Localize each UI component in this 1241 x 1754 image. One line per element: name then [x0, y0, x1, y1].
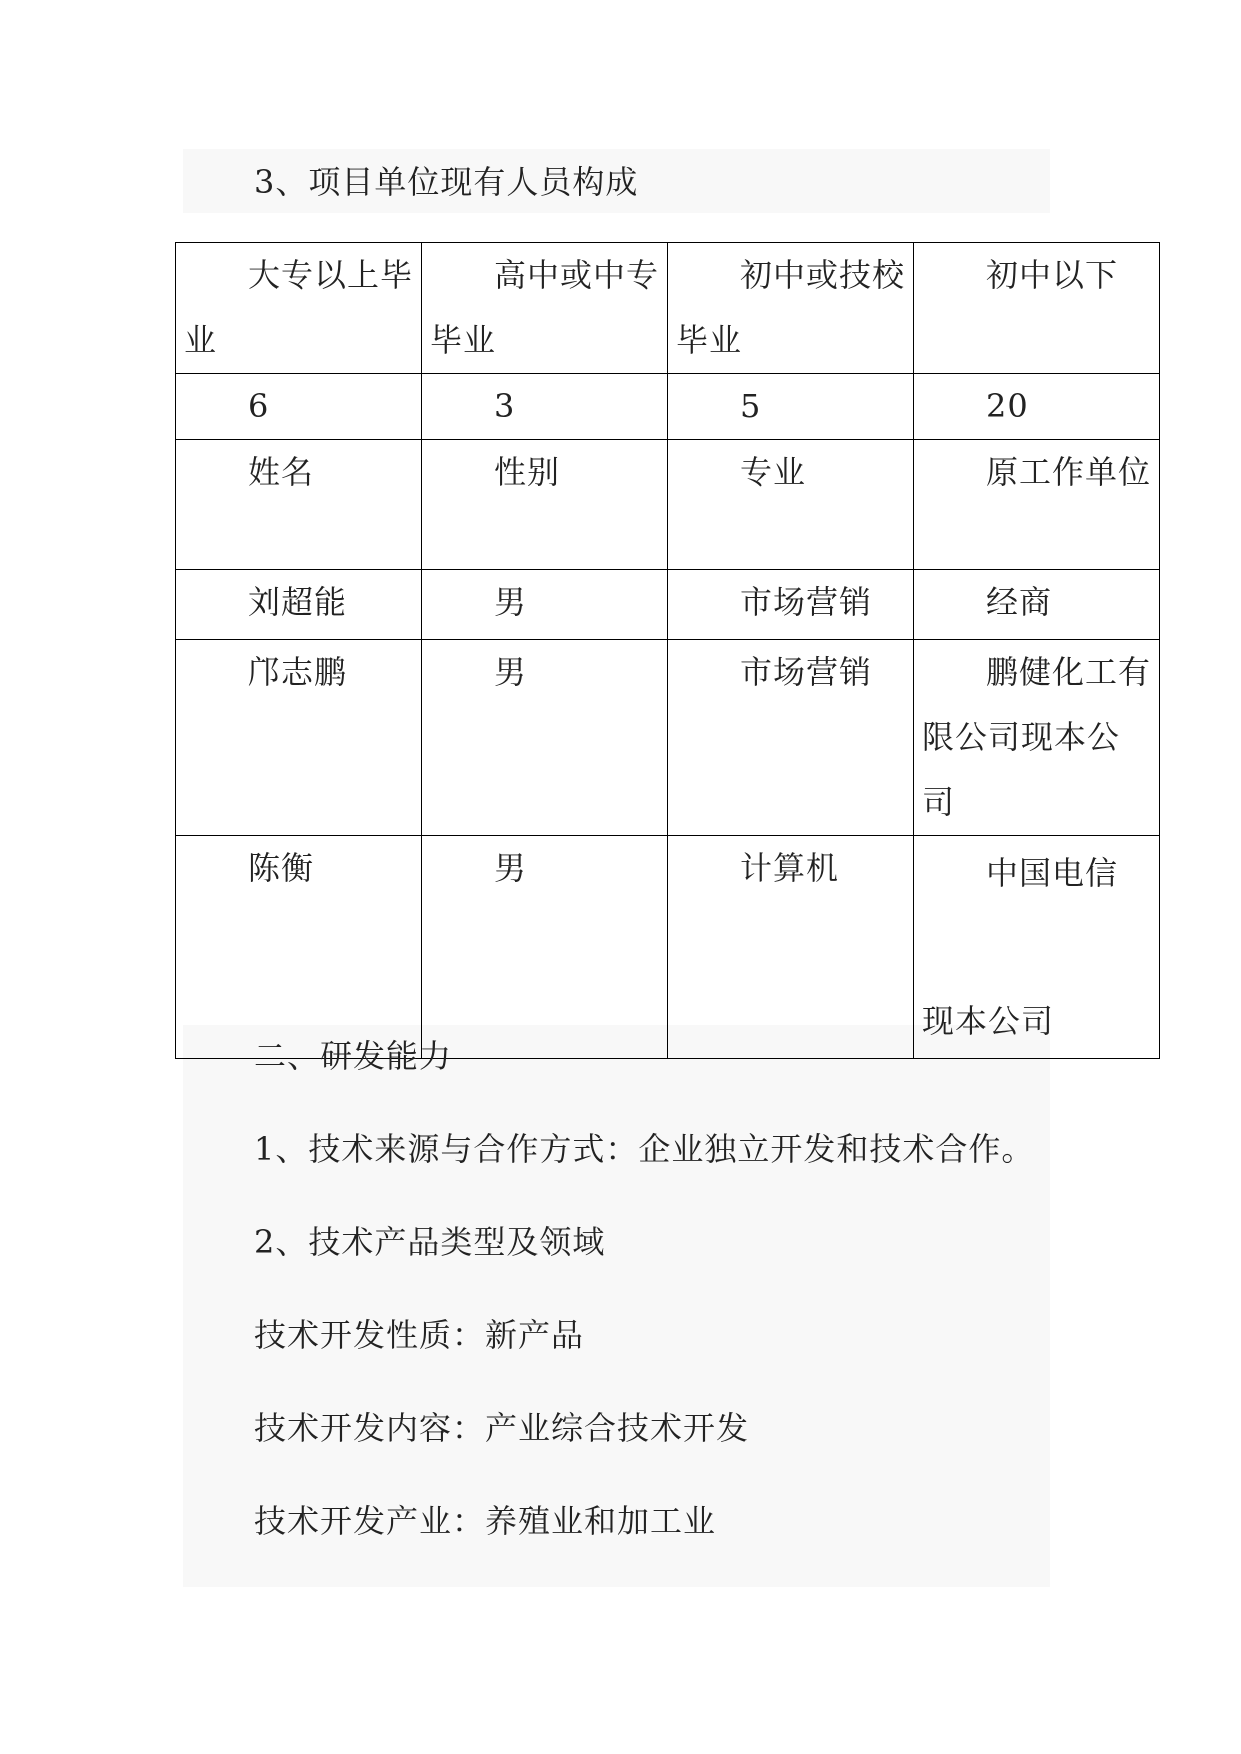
education-count-below-middle: 20	[986, 387, 1029, 425]
education-header-middleschool: 初中或技校毕业	[676, 256, 906, 359]
table-cell	[176, 640, 422, 836]
education-count-highschool: 3	[494, 387, 516, 425]
rd-item: 技术开发产业：养殖业和加工业	[254, 1502, 717, 1540]
staff-employer: 鹏健化工有限公司现本公司	[922, 653, 1152, 821]
rd-item: 技术开发性质：新产品	[254, 1316, 585, 1354]
table-cell	[668, 374, 914, 440]
table-cell	[422, 243, 668, 374]
table-cell	[422, 640, 668, 836]
staff-header-major: 专业	[740, 453, 807, 491]
staff-major: 市场营销	[740, 583, 873, 621]
staff-gender: 男	[494, 653, 528, 691]
education-header-row	[176, 243, 1160, 374]
table-cell	[914, 440, 1160, 570]
table-row	[176, 570, 1160, 640]
section3-heading: 3、项目单位现有人员构成	[254, 163, 639, 201]
staff-name: 刘超能	[248, 583, 348, 621]
table-cell	[668, 570, 914, 640]
staff-employer: 经商	[986, 583, 1053, 621]
staff-gender: 男	[494, 849, 528, 887]
staff-gender: 男	[494, 583, 528, 621]
table-cell	[422, 374, 668, 440]
table-cell	[668, 440, 914, 570]
table-cell	[668, 836, 914, 1059]
staff-header-employer: 原工作单位	[986, 453, 1152, 491]
table-cell	[176, 374, 422, 440]
table-cell	[914, 374, 1160, 440]
table-row	[176, 640, 1160, 836]
rd-heading: 二、研发能力	[254, 1037, 453, 1075]
staff-major: 计算机	[740, 849, 840, 887]
table-cell	[422, 570, 668, 640]
rd-item: 1、技术来源与合作方式：企业独立开发和技术合作。	[254, 1130, 1035, 1168]
education-count-row	[176, 374, 1160, 440]
education-header-college: 大专以上毕业	[184, 256, 414, 359]
table-cell	[668, 243, 914, 374]
rd-item: 2、技术产品类型及领域	[254, 1223, 606, 1261]
education-header-highschool: 高中或中专毕业	[430, 256, 660, 359]
staff-employer: 中国电信 现本公司	[922, 854, 1119, 1040]
table-cell	[914, 570, 1160, 640]
staff-major: 市场营销	[740, 653, 873, 691]
table-cell	[914, 836, 1160, 1059]
table-cell	[176, 570, 422, 640]
staff-header-name: 姓名	[248, 453, 315, 491]
table-cell	[422, 836, 668, 1059]
table-cell	[422, 440, 668, 570]
education-count-middleschool: 5	[740, 387, 762, 425]
table-cell	[176, 440, 422, 570]
table-row	[176, 836, 1160, 1059]
table-cell	[668, 640, 914, 836]
table-cell	[176, 243, 422, 374]
table-cell	[914, 243, 1160, 374]
table-cell	[176, 836, 422, 1059]
staff-name: 邝志鹏	[248, 653, 348, 691]
staff-name: 陈衡	[248, 849, 315, 887]
education-header-below-middle: 初中以下	[986, 256, 1119, 294]
staff-header-gender: 性别	[494, 453, 561, 491]
staff-header-row	[176, 440, 1160, 570]
personnel-table	[175, 242, 1160, 1059]
rd-item: 技术开发内容：产业综合技术开发	[254, 1409, 750, 1447]
table-cell	[914, 640, 1160, 836]
education-count-college: 6	[248, 387, 270, 425]
